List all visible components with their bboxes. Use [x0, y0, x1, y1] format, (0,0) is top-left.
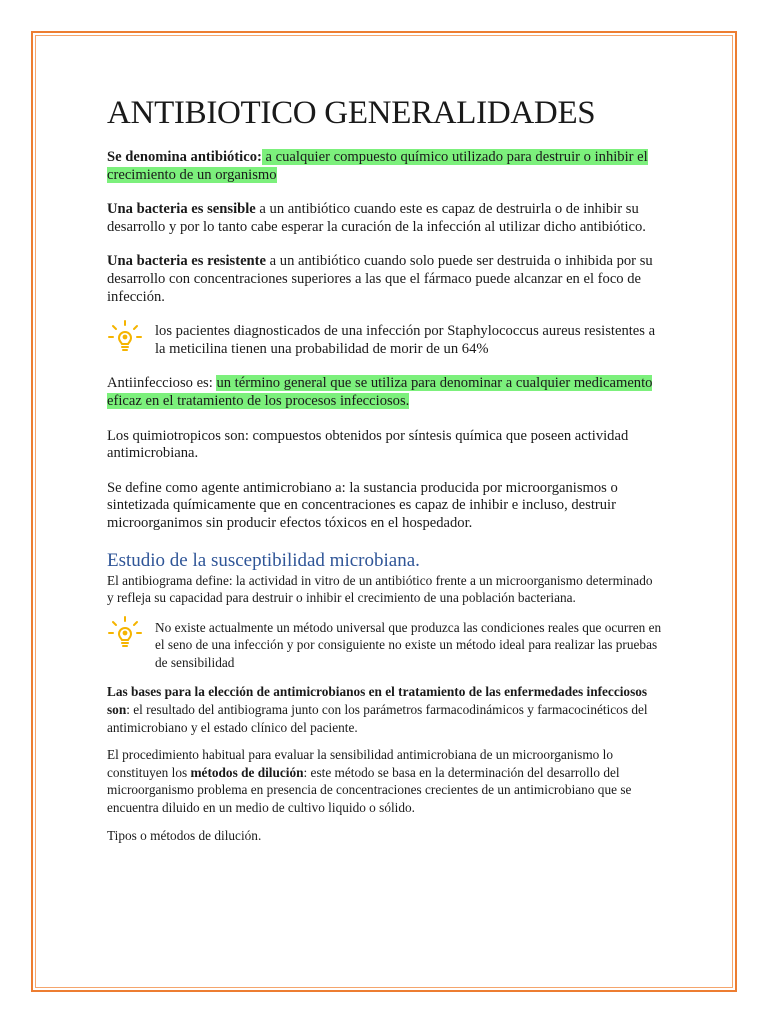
highlighted-definition: a cualquier compuesto químico utilizado para destruir o inhibir el crecimiento de un organismo — [107, 149, 648, 183]
definition-sensible — [107, 201, 662, 236]
page-title: ANTIBIOTICO GENERALIDADES — [107, 95, 596, 131]
paragraph-tipos-dilucion: Tipos o métodos de dilución. — [107, 827, 262, 843]
lightbulb-icon — [107, 319, 143, 355]
note-text: No existe actualmente un método universal que produzca las condiciones reales que ocurren en el seno de una infección y por consiguiente no existe un método ideal para realizar las pruebas de sensibilidad — [155, 619, 662, 670]
definition-text: a un antibiótico cuando este es capaz de destruirla o de inhibir su desarrollo y por lo tanto cabe esperar la curación de la infección al utilizar dicho antibiótico. — [107, 201, 646, 235]
definition-quimiotropicos: Los quimiotropicos son: compuestos obtenidos por síntesis química que poseen actividad antimicrobiana. — [107, 427, 629, 462]
definition-text: a un antibiótico cuando solo puede ser destruida o inhibida por su desarrollo con concentraciones superiores a las que el fármaco puede alcanzar en el foco de infección. — [107, 253, 653, 305]
lightbulb-icon — [107, 615, 143, 651]
definition-antibiograma: El antibiograma define: la actividad in vitro de un antibiótico frente a un microorganismo determinado y refleja su capacidad para destruir o inhibir el crecimiento de una población bacteriana. — [107, 572, 653, 606]
section-heading: Estudio de la susceptibilidad microbiana. — [107, 549, 420, 571]
definition-antiinfeccioso — [107, 375, 662, 410]
highlighted-definition: un término general que se utiliza para denominar a cualquier medicamento eficaz en el tratamiento de los procesos infecciosos. — [107, 375, 653, 409]
term-label: Una bacteria es resistente — [107, 253, 267, 270]
term-label: Se denomina antibiótico: — [107, 149, 262, 165]
paragraph-text: : este método se basa en la determinación del desarrollo del microorganismo problema en presencia de concentraciones crecientes de un antimicrobiano que se encuentra diluido en un medio de cultivo liquido o sólido. — [107, 764, 632, 816]
note-callout — [107, 323, 662, 358]
definition-antibiotico — [107, 149, 662, 184]
definition-resistente — [107, 253, 662, 306]
note-text: los pacientes diagnosticados de una infección por Staphylococcus aureus resistentes a la meticilina tienen una probabilidad de morir de un 64% — [155, 323, 656, 357]
paragraph-metodos-dilucion — [107, 746, 662, 816]
term-label: Las bases para la elección de antimicrobianos en el tratamiento de las enfermedades infecciosos son — [107, 684, 648, 718]
paragraph-text: : el resultado del antibiograma junto con los parámetros farmacodinámicos y farmacocinéticos del antimicrobiano y el estado clínico del paciente. — [107, 702, 648, 735]
paragraph-bases-eleccion — [107, 683, 662, 736]
lead-text: El procedimiento habitual para evaluar la sensibilidad antimicrobiana de un microorganismo lo constituyen los — [107, 747, 613, 780]
definition-agente-antimicrobiano: Se define como agente antimicrobiano a: la sustancia producida por microorganismos o sintetizada químicamente que en concentraciones es capaz de inhibir e incluso, destruir microorganimos sin producir efectos tóxicos en el hospedador. — [107, 479, 618, 531]
term-label: Una bacteria es sensible — [107, 201, 256, 218]
document-body — [107, 91, 662, 844]
term-label: métodos de dilución — [190, 764, 304, 780]
lead-text: Antiinfeccioso es: — [107, 375, 217, 392]
note-callout — [107, 619, 662, 672]
